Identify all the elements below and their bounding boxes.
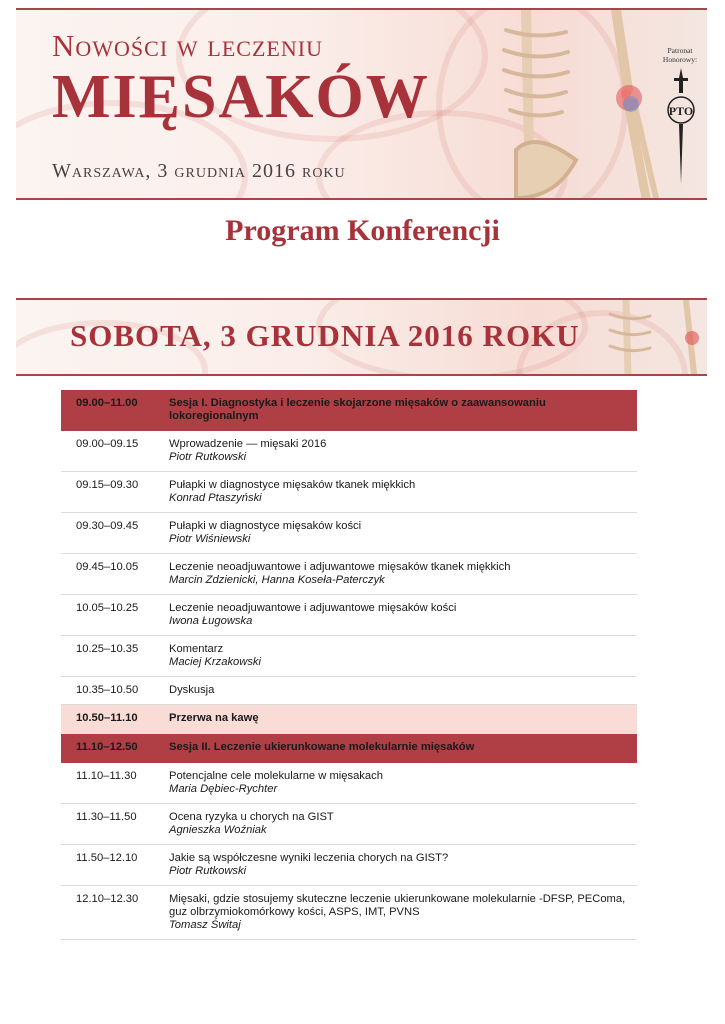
session-title: Sesja I. Diagnostyka i leczenie skojarzone mięsaków o zaawansowaniu lokoregionalnym [169, 397, 546, 422]
item-title: Przerwa na kawę [169, 712, 259, 724]
time-slot: 10.05–10.25 [76, 602, 139, 614]
speaker-name: Maria Dębiec-Rychter [169, 783, 278, 795]
item-details [169, 811, 637, 844]
pto-logo-icon [666, 68, 696, 184]
item-details [169, 741, 637, 763]
item-title: Pułapki w diagnostyce mięsaków kości [169, 520, 362, 532]
skeleton-illustration [496, 10, 666, 198]
speaker-name: Konrad Ptaszyński [169, 492, 262, 504]
time-slot: 10.50–11.10 [76, 712, 138, 724]
page-title: Program Konferencji [225, 214, 500, 247]
item-title: Mięsaki, gdzie stosujemy skuteczne leczenie ukierunkowane molekularnie -DFSP, PEComa, guz olbrzymiokomórkowy kości, ASPS, IMT, PVNS [169, 893, 626, 918]
time-slot: 09.00–09.15 [76, 438, 139, 450]
schedule-row [61, 431, 637, 472]
schedule-table [61, 390, 637, 940]
item-details [169, 520, 637, 553]
item-details [169, 712, 637, 734]
speaker-name: Maciej Krzakowski [169, 656, 262, 668]
skeleton-illustration-small [606, 300, 706, 374]
day-banner [16, 298, 707, 376]
item-details [169, 643, 637, 676]
speaker-name: Piotr Rutkowski [169, 451, 247, 463]
item-title: Leczenie neoadjuwantowe i adjuwantowe mięsaków kości [169, 602, 457, 614]
schedule-row [61, 595, 637, 636]
schedule-row [61, 472, 637, 513]
item-details [169, 770, 637, 803]
session-title: Sesja II. Leczenie ukierunkowane molekularnie mięsaków [169, 741, 475, 753]
day-title: SOBOTA, 3 GRUDNIA 2016 ROKU [70, 318, 580, 353]
item-details [169, 438, 637, 471]
time-slot: 12.10–12.30 [76, 893, 139, 905]
time-slot: 10.35–10.50 [76, 684, 139, 696]
item-details [169, 684, 637, 704]
item-title: Wprowadzenie — mięsaki 2016 [169, 438, 327, 450]
time-slot: 09.15–09.30 [76, 479, 139, 491]
time-slot: 09.30–09.45 [76, 520, 139, 532]
item-title: Komentarz [169, 643, 224, 655]
item-title: Ocena ryzyka u chorych na GIST [169, 811, 334, 823]
time-slot: 11.50–12.10 [76, 852, 138, 864]
item-details [169, 479, 637, 512]
speaker-name: Tomasz Świtaj [169, 919, 241, 931]
break-row [61, 705, 637, 734]
time-slot: 11.30–11.50 [76, 811, 137, 823]
schedule-row [61, 554, 637, 595]
item-details [169, 397, 637, 431]
event-title-line1: Nowości w leczeniu [52, 28, 323, 63]
speaker-name: Marcin Zdzienicki, Hanna Koseła-Paterczyk [169, 574, 385, 586]
item-title: Dyskusja [169, 684, 215, 696]
time-slot: 09.45–10.05 [76, 561, 139, 573]
item-details [169, 602, 637, 635]
schedule-row [61, 804, 637, 845]
item-details [169, 561, 637, 594]
schedule-row [61, 677, 637, 705]
speaker-name: Agnieszka Woźniak [169, 824, 267, 836]
header-banner [16, 8, 707, 200]
time-slot: 10.25–10.35 [76, 643, 139, 655]
speaker-name: Iwona Ługowska [169, 615, 253, 627]
session-row [61, 390, 637, 431]
time-slot: 09.00–11.00 [76, 397, 138, 409]
time-slot: 11.10–12.50 [76, 741, 138, 753]
item-details [169, 893, 637, 939]
svg-text:PTO: PTO [668, 104, 694, 118]
patron-label: Patronat Honorowy: [662, 46, 698, 64]
schedule-row [61, 513, 637, 554]
item-title: Jakie są współczesne wyniki leczenia chorych na GIST? [169, 852, 449, 864]
time-slot: 11.10–11.30 [76, 770, 137, 782]
item-title: Leczenie neoadjuwantowe i adjuwantowe mięsaków tkanek miękkich [169, 561, 511, 573]
speaker-name: Piotr Rutkowski [169, 865, 247, 877]
item-title: Potencjalne cele molekularne w mięsakach [169, 770, 383, 782]
schedule-row [61, 763, 637, 804]
schedule-row [61, 845, 637, 886]
schedule-row [61, 886, 637, 940]
speaker-name: Piotr Wiśniewski [169, 533, 251, 545]
event-date: Warszawa, 3 grudnia 2016 roku [52, 160, 346, 182]
schedule-row [61, 636, 637, 677]
item-details [169, 852, 637, 885]
item-title: Pułapki w diagnostyce mięsaków tkanek miękkich [169, 479, 416, 491]
event-title-line2: MIĘSAKÓW [52, 63, 430, 131]
session-row [61, 734, 637, 763]
